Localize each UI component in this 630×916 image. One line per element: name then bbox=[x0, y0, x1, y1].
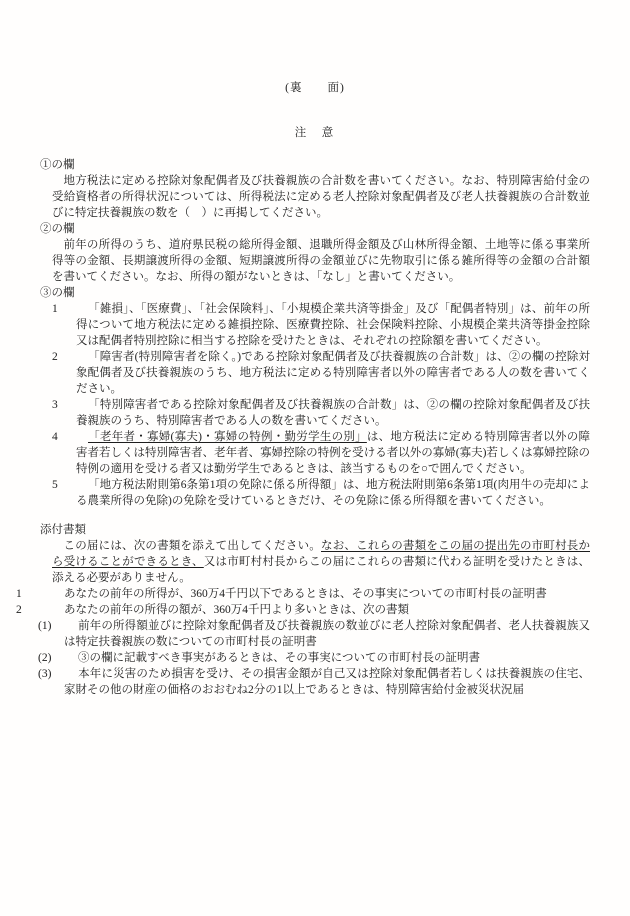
item-number: 2 bbox=[16, 604, 22, 616]
item-number: 1 bbox=[52, 303, 58, 315]
item-number: 3 bbox=[52, 399, 58, 411]
item-number: 5 bbox=[52, 479, 58, 491]
intro-text: 又は市町村村長からこの届にこれらの書類に代わる証明を受けたときは、添える必要がありません。 bbox=[52, 556, 590, 584]
section-3-heading: ③の欄 bbox=[40, 287, 75, 299]
item-text-underlined: 「老年者・寡婦(寡夫)・寡婦の特例・勤労学生の別」 bbox=[88, 431, 367, 443]
note-item-3 bbox=[52, 397, 590, 429]
attachment-item-1 bbox=[16, 586, 590, 602]
note-item-4 bbox=[52, 429, 590, 477]
item-text: 「雑損」、「医療費」、「社会保険料」、「小規模企業共済等掛金」及び「配偶者特別」は、前年の所得について地方税法に定める雑損控除、医療費控除、社会保険料控除、小規模企業共済等掛金控除又は配偶者特別控除に相当する控除を受けたときは、それぞれの控除額を書いてください。 bbox=[76, 303, 590, 347]
note-item-2 bbox=[52, 349, 590, 397]
section-2-body: 前年の所得のうち、道府県民税の総所得金額、退職所得金額及び山林所得金額、土地等に係る事業所得等の金額、長期譲渡所得の金額、短期譲渡所得の金額並びに先物取引に係る雑所得等の金額の合計額を書いてください。なお、所得の額がないときは、「なし」と書いてください。 bbox=[52, 239, 590, 283]
attachment-item-2 bbox=[16, 602, 590, 618]
intro-text: この届には、次の書類を添えて出してください。 bbox=[63, 540, 321, 552]
attachments-heading: 添付書類 bbox=[40, 524, 86, 536]
note-item-1 bbox=[52, 301, 590, 349]
section-field-2 bbox=[40, 221, 590, 285]
section-2-heading: ②の欄 bbox=[40, 223, 75, 235]
attachments-intro bbox=[52, 538, 590, 586]
item-number: (1) bbox=[38, 620, 52, 632]
item-text: 「障害者(特別障害者を除く。)である控除対象配偶者及び扶養親族の合計数」は、②の欄の控除対象配偶者及び扶養親族のうち、地方税法に定める特別障害者以外の障害者である人の数を書いてください。 bbox=[76, 351, 590, 395]
attachment-subitem-3 bbox=[38, 666, 590, 698]
section-1-heading: ①の欄 bbox=[40, 159, 75, 171]
item-text: 「特別障害者である控除対象配偶者及び扶養親族の合計数」は、②の欄の控除対象配偶者及び扶養親族のうち、特別障害者である人の数を書いてください。 bbox=[76, 399, 590, 427]
section-1-body: 地方税法に定める控除対象配偶者及び扶養親族の合計数を書いてください。なお、特別障害給付金の受給資格者の所得状況については、所得税法に定める老人控除対象配偶者及び老人扶養親族の合計数並びに特定扶養親族の数を（ ）に再掲してください。 bbox=[52, 175, 590, 219]
item-number: 4 bbox=[52, 431, 58, 443]
note-item-5 bbox=[52, 477, 590, 509]
attachment-subitem-2 bbox=[38, 650, 590, 666]
item-number: 2 bbox=[52, 351, 58, 363]
item-number: (3) bbox=[38, 668, 52, 680]
item-text: ③の欄に記載すべき事実があるときは、その事実についての市町村長の証明書 bbox=[78, 652, 481, 664]
notice-title: 注 意 bbox=[294, 127, 336, 139]
item-text: 「地方税法附則第6条第1項の免除に係る所得額」は、地方税法附則第6条第1項(肉用牛の売却による農業所得の免除)の免除を受けているときだけ、その免除に係る所得額を書いてください。 bbox=[76, 479, 590, 507]
item-text: あなたの前年の所得が、360万4千円以下であるときは、その事実についての市町村長の証明書 bbox=[64, 588, 547, 600]
item-number: (2) bbox=[38, 652, 52, 664]
attachments-section bbox=[16, 522, 590, 698]
intro-text-underlined: なお、これらの書類をこの届の提出先の市町村長から受けることができるとき、 bbox=[52, 540, 590, 568]
attachment-subitem-1 bbox=[38, 618, 590, 650]
back-side-label: (裏 面) bbox=[285, 82, 345, 94]
item-number: 1 bbox=[16, 588, 22, 600]
item-text: 本年に災害のため損害を受け、その損害金額が自己又は控除対象配偶者若しくは扶養親族の住宅、家財その他の財産の価格のおおむね2分の1以上であるときは、特別障害給付金被災状況届 bbox=[64, 668, 590, 696]
item-text: あなたの前年の所得の額が、360万4千円より多いときは、次の書類 bbox=[64, 604, 409, 616]
section-field-1 bbox=[40, 157, 590, 221]
item-text: は、地方税法に定める特別障害者以外の障害者若しくは特別障害者、老年者、寡婦控除の特例を受ける者以外の寡婦(寡夫)若しくは寡婦控除の特例の適用を受ける者又は勤労学生であるときは、該当するものを○で囲んでください。 bbox=[76, 431, 590, 475]
item-text: 前年の所得額並びに控除対象配偶者及び扶養親族の数並びに老人控除対象配偶者、老人扶養親族又は特定扶養親族の数についての市町村長の証明書 bbox=[64, 620, 590, 648]
section-field-3 bbox=[40, 285, 590, 509]
